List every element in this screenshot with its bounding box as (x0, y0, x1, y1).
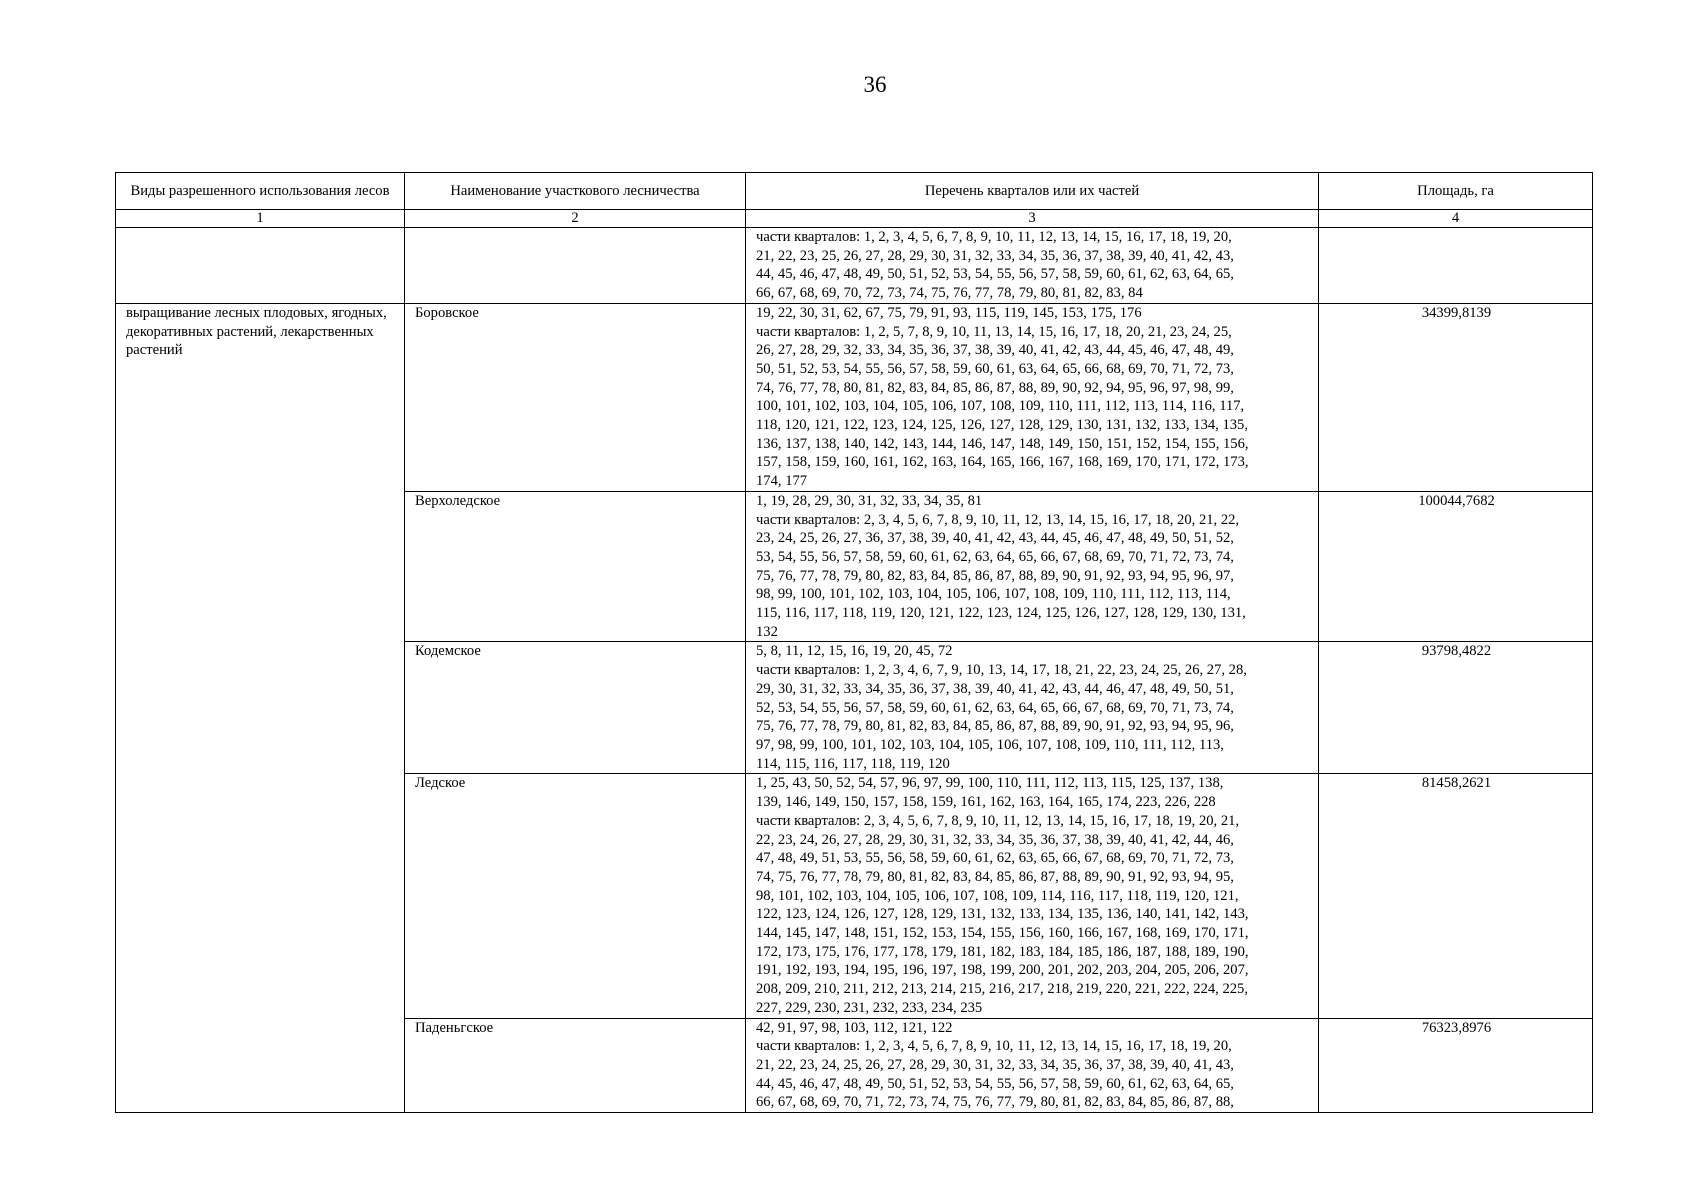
quarters-line: 74, 76, 77, 78, 80, 81, 82, 83, 84, 85, 86, 87, 88, 89, 90, 92, 94, 95, 96, 97, 98, 99, (756, 379, 1234, 396)
quarters-line: 74, 75, 76, 77, 78, 79, 80, 81, 82, 83, 84, 85, 86, 87, 88, 89, 90, 91, 92, 93, 94, 95, (756, 868, 1234, 885)
forestry-name: Верхоледское (405, 491, 746, 642)
quarters-line: 66, 67, 68, 69, 70, 71, 72, 73, 74, 75, 76, 77, 79, 80, 81, 82, 83, 84, 85, 86, 87, 88, (756, 1094, 1234, 1111)
quarters-line: 139, 146, 149, 150, 157, 158, 159, 161, 162, 163, 164, 165, 174, 223, 226, 228 (756, 794, 1216, 811)
forestry-name: Кодемское (405, 642, 746, 774)
quarters-cell (746, 642, 1319, 774)
quarters-line: 191, 192, 193, 194, 195, 196, 197, 198, 199, 200, 201, 202, 203, 204, 205, 206, 207, (756, 962, 1249, 979)
forestry-cell-empty (405, 228, 746, 304)
quarters-line: части кварталов: 1, 2, 3, 4, 5, 6, 7, 8, 9, 10, 11, 12, 13, 14, 15, 16, 17, 18, 19, 20, (756, 229, 1232, 245)
table-header-row (116, 173, 1593, 210)
quarters-line: части кварталов: 1, 2, 3, 4, 5, 6, 7, 8, 9, 10, 11, 12, 13, 14, 15, 16, 17, 18, 19, 20, (756, 1038, 1232, 1055)
quarters-line: 208, 209, 210, 211, 212, 213, 214, 215, 216, 217, 218, 219, 220, 221, 222, 224, 225, (756, 981, 1248, 998)
area-value: 81458,2621 (1319, 774, 1593, 1018)
quarters-line: 5, 8, 11, 12, 15, 16, 19, 20, 45, 72 (756, 643, 953, 660)
quarters-line: 23, 24, 25, 26, 27, 36, 37, 38, 39, 40, 41, 42, 43, 44, 45, 46, 47, 48, 49, 50, 51, 52, (756, 530, 1234, 547)
quarters-line: 227, 229, 230, 231, 232, 233, 234, 235 (756, 999, 983, 1016)
quarters-line: 122, 123, 124, 126, 127, 128, 129, 131, 132, 133, 134, 135, 136, 140, 141, 142, 143, (756, 906, 1249, 923)
quarters-line: 174, 177 (756, 473, 808, 490)
quarters-line: 42, 91, 97, 98, 103, 112, 121, 122 (756, 1019, 953, 1036)
header-quarters: Перечень кварталов или их частей (746, 173, 1319, 210)
quarters-line: 21, 22, 23, 24, 25, 26, 27, 28, 29, 30, 31, 32, 33, 34, 35, 36, 37, 38, 39, 40, 41, 43, (756, 1056, 1234, 1073)
quarters-line: 1, 25, 43, 50, 52, 54, 57, 96, 97, 99, 100, 110, 111, 112, 113, 115, 125, 137, 138, (756, 775, 1224, 792)
quarters-line: 75, 76, 77, 78, 79, 80, 81, 82, 83, 84, 85, 86, 87, 88, 89, 90, 91, 92, 93, 94, 95, 96, (756, 718, 1234, 735)
quarters-line: 98, 99, 100, 101, 102, 103, 104, 105, 106, 107, 108, 109, 110, 111, 112, 113, 114, (756, 586, 1231, 603)
quarters-cell (746, 1018, 1319, 1113)
quarters-line: части кварталов: 2, 3, 4, 5, 6, 7, 8, 9, 10, 11, 12, 13, 14, 15, 16, 17, 18, 19, 20, 21, (756, 812, 1240, 829)
forestry-name: Ледское (405, 774, 746, 1018)
quarters-cell (746, 303, 1319, 491)
quarters-line: 44, 45, 46, 47, 48, 49, 50, 51, 52, 53, 54, 55, 56, 57, 58, 59, 60, 61, 62, 63, 64, 65, (756, 266, 1234, 283)
page-number: 36 (863, 72, 887, 97)
quarters-line: 66, 67, 68, 69, 70, 72, 73, 74, 75, 76, 77, 78, 79, 80, 81, 82, 83, 84 (756, 285, 1143, 302)
header-use-type: Виды разрешенного использования лесов (116, 173, 405, 210)
quarters-line: 1, 19, 28, 29, 30, 31, 32, 33, 34, 35, 81 (756, 492, 983, 509)
quarters-line: 21, 22, 23, 25, 26, 27, 28, 29, 30, 31, 32, 33, 34, 35, 36, 37, 38, 39, 40, 41, 42, 43, (756, 247, 1234, 264)
column-number: 1 (116, 210, 405, 228)
quarters-line: 26, 27, 28, 29, 32, 33, 34, 35, 36, 37, 38, 39, 40, 41, 42, 43, 44, 45, 46, 47, 48, 49, (756, 342, 1234, 359)
column-number: 3 (746, 210, 1319, 228)
quarters-line: части кварталов: 1, 2, 5, 7, 8, 9, 10, 11, 13, 14, 15, 16, 17, 18, 20, 21, 23, 24, 25, (756, 323, 1232, 340)
quarters-cell (746, 491, 1319, 642)
quarters-line: 29, 30, 31, 32, 33, 34, 35, 36, 37, 38, 39, 40, 41, 42, 43, 44, 46, 47, 48, 49, 50, 51, (756, 680, 1234, 697)
forestry-name: Паденьгское (405, 1018, 746, 1113)
quarters-line: части кварталов: 1, 2, 3, 4, 6, 7, 9, 10, 13, 14, 17, 18, 21, 22, 23, 24, 25, 26, 27, 28, (756, 662, 1247, 679)
quarters-line: 53, 54, 55, 56, 57, 58, 59, 60, 61, 62, 63, 64, 65, 66, 67, 68, 69, 70, 71, 72, 73, 74, (756, 548, 1234, 565)
quarters-line: 115, 116, 117, 118, 119, 120, 121, 122, 123, 124, 125, 126, 127, 128, 129, 130, 131, (756, 605, 1246, 622)
quarters-line: части кварталов: 2, 3, 4, 5, 6, 7, 8, 9, 10, 11, 12, 13, 14, 15, 16, 17, 18, 20, 21, 22, (756, 511, 1240, 528)
forestry-name: Боровское (405, 303, 746, 491)
column-number-row (116, 210, 1593, 228)
quarters-line: 44, 45, 46, 47, 48, 49, 50, 51, 52, 53, 54, 55, 56, 57, 58, 59, 60, 61, 62, 63, 64, 65, (756, 1075, 1234, 1092)
quarters-line: 50, 51, 52, 53, 54, 55, 56, 57, 58, 59, 60, 61, 63, 64, 65, 66, 68, 69, 70, 71, 72, 73, (756, 360, 1234, 377)
quarters-line: 19, 22, 30, 31, 62, 67, 75, 79, 91, 93, 115, 119, 145, 153, 175, 176 (756, 304, 1142, 321)
area-cell-empty (1319, 228, 1593, 304)
quarters-line: 97, 98, 99, 100, 101, 102, 103, 104, 105, 106, 107, 108, 109, 110, 111, 112, 113, (756, 736, 1224, 753)
forest-use-table (115, 172, 1593, 1113)
quarters-line: 172, 173, 175, 176, 177, 178, 179, 181, 182, 183, 184, 185, 186, 187, 188, 189, 190, (756, 943, 1249, 960)
header-forestry: Наименование участкового лесничества (405, 173, 746, 210)
use-type-cell: выращивание лесных плодовых, ягодных, декоративных растений, лекарственных растений (116, 303, 405, 1112)
column-number: 2 (405, 210, 746, 228)
area-value: 100044,7682 (1319, 491, 1593, 642)
quarters-line: 100, 101, 102, 103, 104, 105, 106, 107, 108, 109, 110, 111, 112, 113, 114, 116, 117, (756, 398, 1245, 415)
quarters-line: 118, 120, 121, 122, 123, 124, 125, 126, 127, 128, 129, 130, 131, 132, 133, 134, 135, (756, 417, 1248, 434)
quarters-line: 136, 137, 138, 140, 142, 143, 144, 146, 147, 148, 149, 150, 151, 152, 154, 155, 156, (756, 435, 1249, 452)
quarters-line: 144, 145, 147, 148, 151, 152, 153, 154, 155, 156, 160, 166, 167, 168, 169, 170, 171, (756, 925, 1249, 942)
quarters-line: 132 (756, 623, 778, 640)
header-area: Площадь, га (1319, 173, 1593, 210)
quarters-line: 98, 101, 102, 103, 104, 105, 106, 107, 108, 109, 114, 116, 117, 118, 119, 120, 121, (756, 887, 1239, 904)
quarters-line: 114, 115, 116, 117, 118, 119, 120 (756, 755, 950, 772)
continuation-row (116, 228, 1593, 304)
quarters-line: 52, 53, 54, 55, 56, 57, 58, 59, 60, 61, 62, 63, 64, 65, 66, 67, 68, 69, 70, 71, 73, 74, (756, 699, 1234, 716)
quarters-line: 47, 48, 49, 51, 53, 55, 56, 58, 59, 60, 61, 62, 63, 65, 66, 67, 68, 69, 70, 71, 72, 73, (756, 850, 1234, 867)
quarters-cell (746, 774, 1319, 1018)
area-value: 34399,8139 (1319, 303, 1593, 491)
column-number: 4 (1319, 210, 1593, 228)
quarters-line: 22, 23, 24, 26, 27, 28, 29, 30, 31, 32, 33, 34, 35, 36, 37, 38, 39, 40, 41, 42, 44, 46, (756, 831, 1234, 848)
table-row (116, 303, 1593, 491)
area-value: 76323,8976 (1319, 1018, 1593, 1113)
use-type-cell-empty (116, 228, 405, 304)
quarters-cell (746, 228, 1319, 304)
quarters-line: 75, 76, 77, 78, 79, 80, 82, 83, 84, 85, 86, 87, 88, 89, 90, 91, 92, 93, 94, 95, 96, 97, (756, 567, 1234, 584)
area-value: 93798,4822 (1319, 642, 1593, 774)
quarters-line: 157, 158, 159, 160, 161, 162, 163, 164, 165, 166, 167, 168, 169, 170, 171, 172, 173, (756, 454, 1249, 471)
